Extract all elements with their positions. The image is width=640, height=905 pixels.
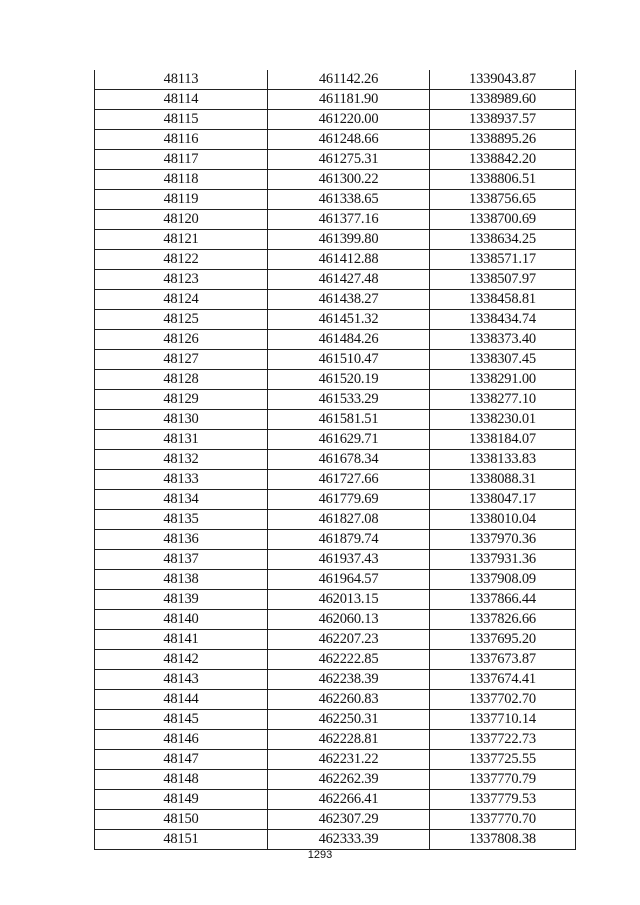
table-row: [95, 170, 576, 190]
y-coordinate-cell: 1338634.25: [430, 230, 576, 250]
table-row: [95, 530, 576, 550]
point-id-cell: 48116: [95, 130, 268, 150]
y-coordinate-cell: 1338700.69: [430, 210, 576, 230]
point-id-cell: 48137: [95, 550, 268, 570]
x-coordinate-cell: 461248.66: [268, 130, 430, 150]
point-id-cell: 48133: [95, 470, 268, 490]
x-coordinate-cell: 461533.29: [268, 390, 430, 410]
y-coordinate-cell: 1338230.01: [430, 410, 576, 430]
table-row: [95, 590, 576, 610]
y-coordinate-cell: 1339043.87: [430, 70, 576, 90]
point-id-cell: 48115: [95, 110, 268, 130]
y-coordinate-cell: 1338277.10: [430, 390, 576, 410]
point-id-cell: 48120: [95, 210, 268, 230]
y-coordinate-cell: 1338291.00: [430, 370, 576, 390]
table-row: [95, 210, 576, 230]
table-row: [95, 150, 576, 170]
x-coordinate-cell: 461827.08: [268, 510, 430, 530]
table-row: [95, 410, 576, 430]
x-coordinate-cell: 461142.26: [268, 70, 430, 90]
point-id-cell: 48148: [95, 770, 268, 790]
point-id-cell: 48139: [95, 590, 268, 610]
table-row: [95, 690, 576, 710]
point-id-cell: 48143: [95, 670, 268, 690]
x-coordinate-cell: 462228.81: [268, 730, 430, 750]
y-coordinate-cell: 1337866.44: [430, 590, 576, 610]
point-id-cell: 48122: [95, 250, 268, 270]
table-row: [95, 70, 576, 90]
x-coordinate-cell: 462260.83: [268, 690, 430, 710]
y-coordinate-cell: 1337908.09: [430, 570, 576, 590]
point-id-cell: 48126: [95, 330, 268, 350]
table-row: [95, 550, 576, 570]
point-id-cell: 48140: [95, 610, 268, 630]
coordinate-table: [94, 70, 576, 850]
page-number: 1293: [307, 849, 333, 861]
point-id-cell: 48127: [95, 350, 268, 370]
y-coordinate-cell: 1337722.73: [430, 730, 576, 750]
y-coordinate-cell: 1337826.66: [430, 610, 576, 630]
point-id-cell: 48132: [95, 450, 268, 470]
x-coordinate-cell: 461399.80: [268, 230, 430, 250]
y-coordinate-cell: 1337725.55: [430, 750, 576, 770]
table-row: [95, 450, 576, 470]
x-coordinate-cell: 462262.39: [268, 770, 430, 790]
x-coordinate-cell: 461629.71: [268, 430, 430, 450]
point-id-cell: 48134: [95, 490, 268, 510]
y-coordinate-cell: 1338133.83: [430, 450, 576, 470]
table-row: [95, 90, 576, 110]
y-coordinate-cell: 1337674.41: [430, 670, 576, 690]
table-row: [95, 290, 576, 310]
point-id-cell: 48141: [95, 630, 268, 650]
y-coordinate-cell: 1338806.51: [430, 170, 576, 190]
x-coordinate-cell: 461451.32: [268, 310, 430, 330]
x-coordinate-cell: 462266.41: [268, 790, 430, 810]
y-coordinate-cell: 1337970.36: [430, 530, 576, 550]
point-id-cell: 48146: [95, 730, 268, 750]
x-coordinate-cell: 461377.16: [268, 210, 430, 230]
y-coordinate-cell: 1338010.04: [430, 510, 576, 530]
point-id-cell: 48119: [95, 190, 268, 210]
y-coordinate-cell: 1338047.17: [430, 490, 576, 510]
point-id-cell: 48135: [95, 510, 268, 530]
point-id-cell: 48129: [95, 390, 268, 410]
point-id-cell: 48151: [95, 830, 268, 850]
table-row: [95, 490, 576, 510]
table-row: [95, 650, 576, 670]
table-row: [95, 510, 576, 530]
x-coordinate-cell: 461520.19: [268, 370, 430, 390]
x-coordinate-cell: 461727.66: [268, 470, 430, 490]
y-coordinate-cell: 1338842.20: [430, 150, 576, 170]
x-coordinate-cell: 462307.29: [268, 810, 430, 830]
table-row: [95, 830, 576, 850]
table-row: [95, 310, 576, 330]
point-id-cell: 48138: [95, 570, 268, 590]
x-coordinate-cell: 461581.51: [268, 410, 430, 430]
point-id-cell: 48123: [95, 270, 268, 290]
y-coordinate-cell: 1337702.70: [430, 690, 576, 710]
table-row: [95, 570, 576, 590]
y-coordinate-cell: 1338756.65: [430, 190, 576, 210]
table-row: [95, 190, 576, 210]
point-id-cell: 48114: [95, 90, 268, 110]
y-coordinate-cell: 1338507.97: [430, 270, 576, 290]
point-id-cell: 48131: [95, 430, 268, 450]
y-coordinate-cell: 1337710.14: [430, 710, 576, 730]
point-id-cell: 48124: [95, 290, 268, 310]
table-row: [95, 430, 576, 450]
point-id-cell: 48147: [95, 750, 268, 770]
table-row: [95, 750, 576, 770]
x-coordinate-cell: 462333.39: [268, 830, 430, 850]
table-row: [95, 810, 576, 830]
table-row: [95, 470, 576, 490]
x-coordinate-cell: 462060.13: [268, 610, 430, 630]
x-coordinate-cell: 462222.85: [268, 650, 430, 670]
x-coordinate-cell: 461964.57: [268, 570, 430, 590]
y-coordinate-cell: 1337779.53: [430, 790, 576, 810]
point-id-cell: 48144: [95, 690, 268, 710]
point-id-cell: 48118: [95, 170, 268, 190]
x-coordinate-cell: 461300.22: [268, 170, 430, 190]
x-coordinate-cell: 461427.48: [268, 270, 430, 290]
x-coordinate-cell: 461275.31: [268, 150, 430, 170]
y-coordinate-cell: 1338184.07: [430, 430, 576, 450]
point-id-cell: 48117: [95, 150, 268, 170]
y-coordinate-cell: 1337770.79: [430, 770, 576, 790]
x-coordinate-cell: 461338.65: [268, 190, 430, 210]
table-row: [95, 270, 576, 290]
table-row: [95, 710, 576, 730]
table-row: [95, 130, 576, 150]
coordinate-table-body: [95, 70, 576, 850]
table-row: [95, 670, 576, 690]
point-id-cell: 48113: [95, 70, 268, 90]
y-coordinate-cell: 1337695.20: [430, 630, 576, 650]
point-id-cell: 48142: [95, 650, 268, 670]
table-row: [95, 330, 576, 350]
x-coordinate-cell: 462231.22: [268, 750, 430, 770]
x-coordinate-cell: 461937.43: [268, 550, 430, 570]
y-coordinate-cell: 1338989.60: [430, 90, 576, 110]
x-coordinate-cell: 461678.34: [268, 450, 430, 470]
table-row: [95, 110, 576, 130]
y-coordinate-cell: 1337931.36: [430, 550, 576, 570]
table-row: [95, 390, 576, 410]
table-row: [95, 730, 576, 750]
point-id-cell: 48121: [95, 230, 268, 250]
x-coordinate-cell: 461181.90: [268, 90, 430, 110]
y-coordinate-cell: 1337808.38: [430, 830, 576, 850]
y-coordinate-cell: 1338307.45: [430, 350, 576, 370]
x-coordinate-cell: 461879.74: [268, 530, 430, 550]
x-coordinate-cell: 461220.00: [268, 110, 430, 130]
y-coordinate-cell: 1337770.70: [430, 810, 576, 830]
y-coordinate-cell: 1338088.31: [430, 470, 576, 490]
x-coordinate-cell: 462013.15: [268, 590, 430, 610]
table-row: [95, 370, 576, 390]
x-coordinate-cell: 461438.27: [268, 290, 430, 310]
table-row: [95, 350, 576, 370]
table-row: [95, 790, 576, 810]
x-coordinate-cell: 462238.39: [268, 670, 430, 690]
x-coordinate-cell: 461484.26: [268, 330, 430, 350]
point-id-cell: 48130: [95, 410, 268, 430]
x-coordinate-cell: 461779.69: [268, 490, 430, 510]
table-row: [95, 770, 576, 790]
y-coordinate-cell: 1338571.17: [430, 250, 576, 270]
y-coordinate-cell: 1337673.87: [430, 650, 576, 670]
table-row: [95, 630, 576, 650]
x-coordinate-cell: 462207.23: [268, 630, 430, 650]
table-row: [95, 230, 576, 250]
table-row: [95, 250, 576, 270]
x-coordinate-cell: 461412.88: [268, 250, 430, 270]
y-coordinate-cell: 1338434.74: [430, 310, 576, 330]
point-id-cell: 48136: [95, 530, 268, 550]
point-id-cell: 48149: [95, 790, 268, 810]
x-coordinate-cell: 462250.31: [268, 710, 430, 730]
y-coordinate-cell: 1338937.57: [430, 110, 576, 130]
y-coordinate-cell: 1338458.81: [430, 290, 576, 310]
point-id-cell: 48125: [95, 310, 268, 330]
point-id-cell: 48128: [95, 370, 268, 390]
x-coordinate-cell: 461510.47: [268, 350, 430, 370]
table-row: [95, 610, 576, 630]
y-coordinate-cell: 1338895.26: [430, 130, 576, 150]
y-coordinate-cell: 1338373.40: [430, 330, 576, 350]
point-id-cell: 48150: [95, 810, 268, 830]
point-id-cell: 48145: [95, 710, 268, 730]
